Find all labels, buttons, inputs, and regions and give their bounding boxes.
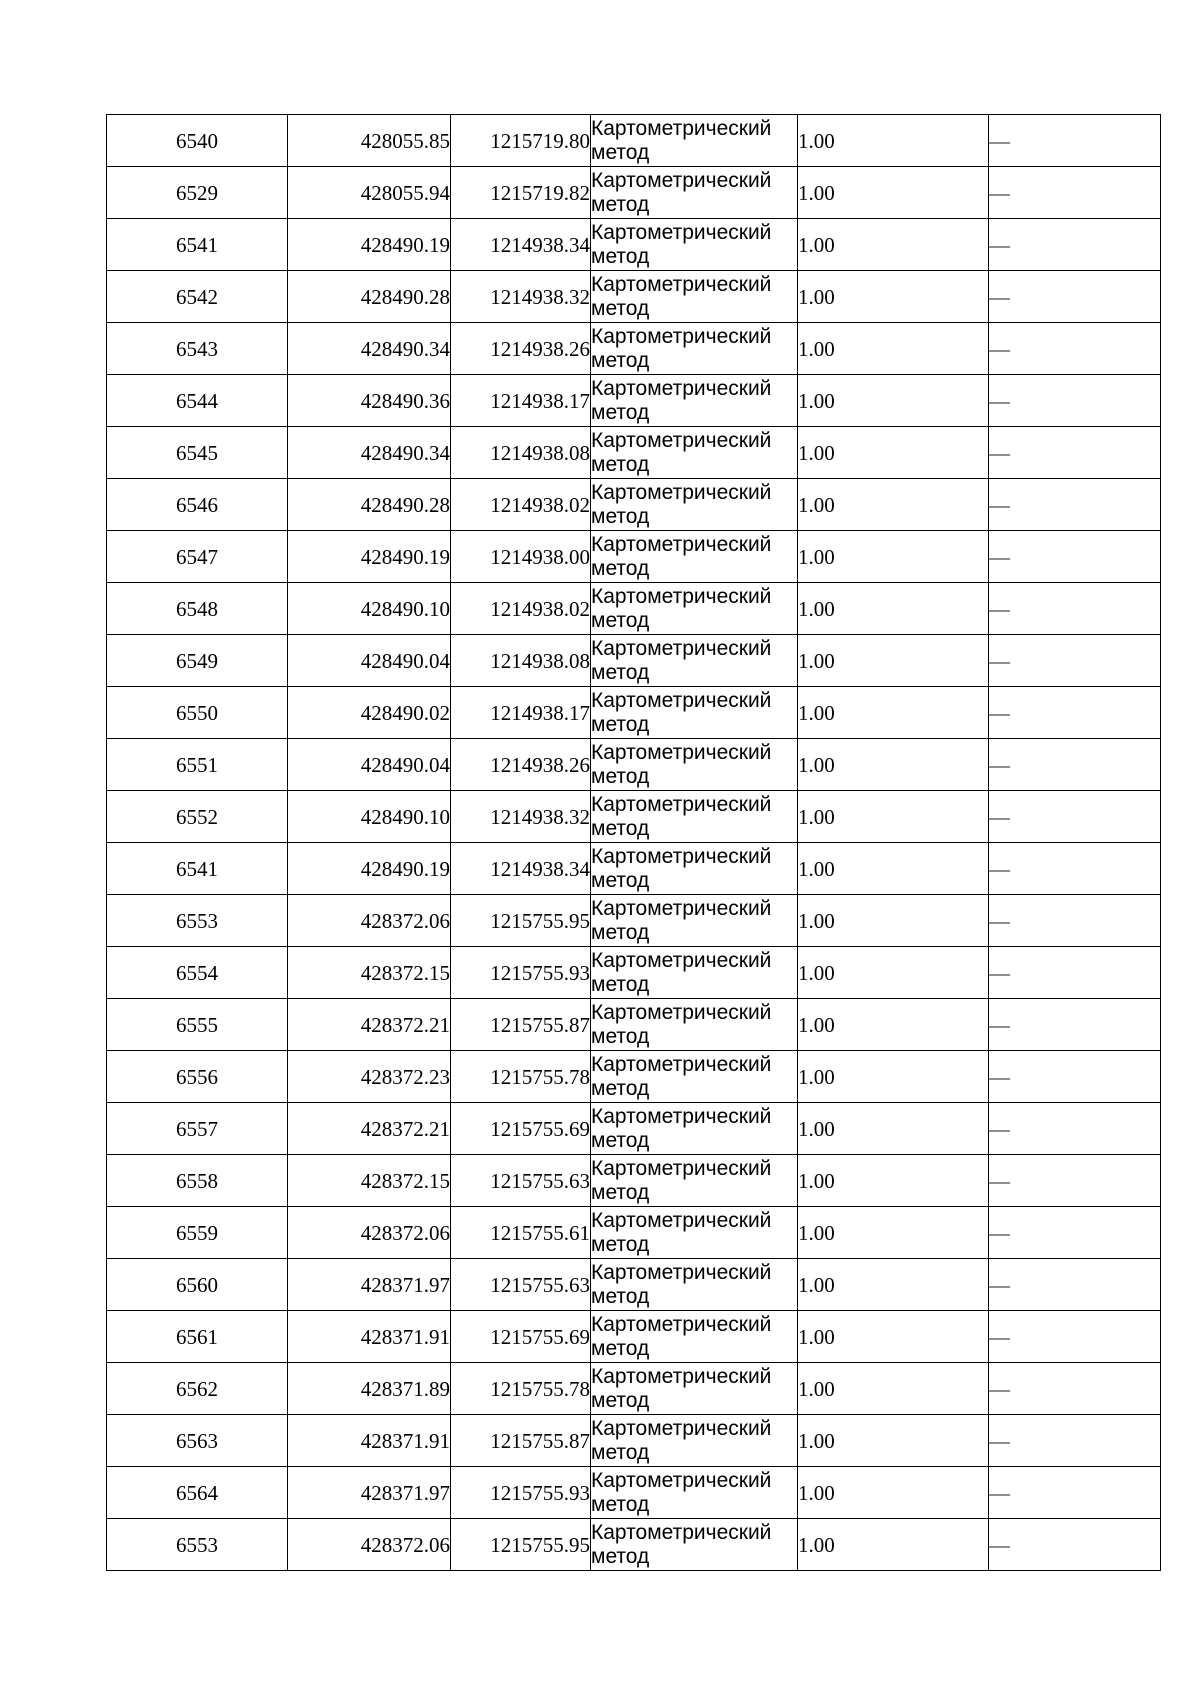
method-text-line2: метод (591, 1336, 650, 1360)
description-cell: — (989, 635, 1161, 687)
method-text-line2: метод (591, 1128, 650, 1152)
description-cell: — (989, 219, 1161, 271)
x-coordinate-cell: 428055.85 (288, 115, 451, 167)
method-text-line1: Картометрический (591, 792, 772, 816)
method-cell (591, 1467, 798, 1519)
table-row (107, 531, 1161, 583)
description-cell: — (989, 687, 1161, 739)
method-cell (591, 1415, 798, 1467)
point-number-cell: 6545 (107, 427, 288, 479)
method-text-line1: Картометрический (591, 272, 772, 296)
table-row (107, 1415, 1161, 1467)
method-text-line2: метод (591, 764, 650, 788)
table-row (107, 167, 1161, 219)
method-text-line1: Картометрический (591, 376, 772, 400)
method-text-line2: метод (591, 1388, 650, 1412)
accuracy-cell: 1.00 (798, 843, 989, 895)
table-row (107, 635, 1161, 687)
point-number-cell: 6564 (107, 1467, 288, 1519)
accuracy-cell: 1.00 (798, 271, 989, 323)
method-text-line2: метод (591, 192, 650, 216)
description-cell: — (989, 1103, 1161, 1155)
method-text-line1: Картометрический (591, 1156, 772, 1180)
accuracy-cell: 1.00 (798, 739, 989, 791)
point-number-cell: 6560 (107, 1259, 288, 1311)
table-row (107, 895, 1161, 947)
description-cell: — (989, 1415, 1161, 1467)
description-cell: — (989, 739, 1161, 791)
accuracy-cell: 1.00 (798, 1155, 989, 1207)
method-cell (591, 1155, 798, 1207)
method-cell (591, 947, 798, 999)
method-text-line1: Картометрический (591, 1520, 772, 1544)
description-cell: — (989, 947, 1161, 999)
point-number-cell: 6556 (107, 1051, 288, 1103)
method-text-line2: метод (591, 1076, 650, 1100)
x-coordinate-cell: 428372.23 (288, 1051, 451, 1103)
description-cell: — (989, 1051, 1161, 1103)
method-text-line2: метод (591, 140, 650, 164)
table-row (107, 115, 1161, 167)
method-text-line1: Картометрический (591, 1468, 772, 1492)
accuracy-cell: 1.00 (798, 167, 989, 219)
method-text-line2: метод (591, 244, 650, 268)
table-row (107, 219, 1161, 271)
description-cell: — (989, 895, 1161, 947)
x-coordinate-cell: 428372.06 (288, 1207, 451, 1259)
y-coordinate-cell: 1214938.02 (451, 479, 591, 531)
point-number-cell: 6547 (107, 531, 288, 583)
x-coordinate-cell: 428372.15 (288, 1155, 451, 1207)
method-cell (591, 895, 798, 947)
point-number-cell: 6550 (107, 687, 288, 739)
y-coordinate-cell: 1214938.17 (451, 375, 591, 427)
table-row (107, 1207, 1161, 1259)
method-text-line2: метод (591, 920, 650, 944)
y-coordinate-cell: 1214938.02 (451, 583, 591, 635)
description-cell: — (989, 1155, 1161, 1207)
accuracy-cell: 1.00 (798, 1519, 989, 1571)
accuracy-cell: 1.00 (798, 323, 989, 375)
method-text-line2: метод (591, 868, 650, 892)
table-row (107, 947, 1161, 999)
method-text-line2: метод (591, 712, 650, 736)
method-text-line2: метод (591, 816, 650, 840)
x-coordinate-cell: 428490.02 (288, 687, 451, 739)
y-coordinate-cell: 1214938.08 (451, 635, 591, 687)
point-number-cell: 6541 (107, 843, 288, 895)
point-number-cell: 6559 (107, 1207, 288, 1259)
accuracy-cell: 1.00 (798, 687, 989, 739)
y-coordinate-cell: 1215755.87 (451, 999, 591, 1051)
method-text-line2: метод (591, 1180, 650, 1204)
point-number-cell: 6555 (107, 999, 288, 1051)
table-row (107, 1519, 1161, 1571)
method-cell (591, 531, 798, 583)
description-cell: — (989, 1311, 1161, 1363)
description-cell: — (989, 1363, 1161, 1415)
y-coordinate-cell: 1215755.78 (451, 1363, 591, 1415)
method-text-line1: Картометрический (591, 480, 772, 504)
method-cell (591, 115, 798, 167)
method-text-line1: Картометрический (591, 584, 772, 608)
point-number-cell: 6562 (107, 1363, 288, 1415)
method-cell (591, 1103, 798, 1155)
x-coordinate-cell: 428371.97 (288, 1467, 451, 1519)
description-cell: — (989, 167, 1161, 219)
method-cell (591, 1519, 798, 1571)
point-number-cell: 6552 (107, 791, 288, 843)
method-text-line2: метод (591, 1492, 650, 1516)
point-number-cell: 6544 (107, 375, 288, 427)
point-number-cell: 6561 (107, 1311, 288, 1363)
point-number-cell: 6542 (107, 271, 288, 323)
table-row (107, 687, 1161, 739)
method-text-line1: Картометрический (591, 636, 772, 660)
table-row (107, 1051, 1161, 1103)
point-number-cell: 6551 (107, 739, 288, 791)
method-cell (591, 843, 798, 895)
method-text-line1: Картометрический (591, 1104, 772, 1128)
y-coordinate-cell: 1215719.80 (451, 115, 591, 167)
x-coordinate-cell: 428372.21 (288, 999, 451, 1051)
method-cell (591, 1363, 798, 1415)
y-coordinate-cell: 1215755.69 (451, 1103, 591, 1155)
x-coordinate-cell: 428490.34 (288, 427, 451, 479)
method-text-line1: Картометрический (591, 1364, 772, 1388)
accuracy-cell: 1.00 (798, 1467, 989, 1519)
method-text-line1: Картометрический (591, 688, 772, 712)
x-coordinate-cell: 428490.10 (288, 583, 451, 635)
y-coordinate-cell: 1215755.69 (451, 1311, 591, 1363)
point-number-cell: 6546 (107, 479, 288, 531)
method-text-line1: Картометрический (591, 220, 772, 244)
description-cell: — (989, 427, 1161, 479)
accuracy-cell: 1.00 (798, 1363, 989, 1415)
method-cell (591, 167, 798, 219)
point-number-cell: 6557 (107, 1103, 288, 1155)
point-number-cell: 6543 (107, 323, 288, 375)
method-text-line2: метод (591, 1440, 650, 1464)
table-row (107, 323, 1161, 375)
method-text-line2: метод (591, 1232, 650, 1256)
x-coordinate-cell: 428490.36 (288, 375, 451, 427)
method-text-line2: метод (591, 400, 650, 424)
x-coordinate-cell: 428371.91 (288, 1311, 451, 1363)
point-number-cell: 6540 (107, 115, 288, 167)
x-coordinate-cell: 428371.91 (288, 1415, 451, 1467)
method-text-line1: Картометрический (591, 428, 772, 452)
table-row (107, 375, 1161, 427)
y-coordinate-cell: 1214938.17 (451, 687, 591, 739)
method-cell (591, 219, 798, 271)
point-number-cell: 6553 (107, 895, 288, 947)
y-coordinate-cell: 1215755.61 (451, 1207, 591, 1259)
y-coordinate-cell: 1215755.95 (451, 1519, 591, 1571)
y-coordinate-cell: 1214938.08 (451, 427, 591, 479)
x-coordinate-cell: 428490.34 (288, 323, 451, 375)
method-text-line2: метод (591, 452, 650, 476)
method-cell (591, 583, 798, 635)
description-cell: — (989, 1259, 1161, 1311)
x-coordinate-cell: 428372.21 (288, 1103, 451, 1155)
method-text-line1: Картометрический (591, 1312, 772, 1336)
description-cell: — (989, 1207, 1161, 1259)
method-text-line2: метод (591, 1024, 650, 1048)
description-cell: — (989, 115, 1161, 167)
point-number-cell: 6563 (107, 1415, 288, 1467)
method-cell (591, 1259, 798, 1311)
y-coordinate-cell: 1215755.63 (451, 1259, 591, 1311)
method-cell (591, 375, 798, 427)
method-cell (591, 323, 798, 375)
y-coordinate-cell: 1215755.95 (451, 895, 591, 947)
method-text-line1: Картометрический (591, 324, 772, 348)
table-row (107, 1155, 1161, 1207)
accuracy-cell: 1.00 (798, 375, 989, 427)
table-row (107, 791, 1161, 843)
method-text-line1: Картометрический (591, 740, 772, 764)
method-cell (591, 687, 798, 739)
point-number-cell: 6541 (107, 219, 288, 271)
method-text-line2: метод (591, 972, 650, 996)
method-text-line1: Картометрический (591, 896, 772, 920)
method-cell (591, 1051, 798, 1103)
description-cell: — (989, 479, 1161, 531)
table-row (107, 1311, 1161, 1363)
accuracy-cell: 1.00 (798, 1415, 989, 1467)
y-coordinate-cell: 1214938.34 (451, 219, 591, 271)
y-coordinate-cell: 1215755.93 (451, 1467, 591, 1519)
method-cell (591, 791, 798, 843)
description-cell: — (989, 1519, 1161, 1571)
x-coordinate-cell: 428372.06 (288, 895, 451, 947)
y-coordinate-cell: 1215719.82 (451, 167, 591, 219)
x-coordinate-cell: 428490.04 (288, 635, 451, 687)
accuracy-cell: 1.00 (798, 1259, 989, 1311)
accuracy-cell: 1.00 (798, 115, 989, 167)
x-coordinate-cell: 428372.15 (288, 947, 451, 999)
accuracy-cell: 1.00 (798, 427, 989, 479)
method-text-line1: Картометрический (591, 532, 772, 556)
coordinates-table (106, 114, 1161, 1571)
accuracy-cell: 1.00 (798, 1103, 989, 1155)
y-coordinate-cell: 1215755.63 (451, 1155, 591, 1207)
accuracy-cell: 1.00 (798, 1311, 989, 1363)
x-coordinate-cell: 428490.04 (288, 739, 451, 791)
x-coordinate-cell: 428371.97 (288, 1259, 451, 1311)
table-body (107, 115, 1161, 1571)
y-coordinate-cell: 1214938.26 (451, 739, 591, 791)
description-cell: — (989, 583, 1161, 635)
y-coordinate-cell: 1215755.93 (451, 947, 591, 999)
accuracy-cell: 1.00 (798, 531, 989, 583)
point-number-cell: 6554 (107, 947, 288, 999)
table-row (107, 1103, 1161, 1155)
y-coordinate-cell: 1214938.26 (451, 323, 591, 375)
accuracy-cell: 1.00 (798, 791, 989, 843)
point-number-cell: 6548 (107, 583, 288, 635)
description-cell: — (989, 271, 1161, 323)
method-text-line1: Картометрический (591, 1416, 772, 1440)
method-text-line1: Картометрический (591, 1208, 772, 1232)
accuracy-cell: 1.00 (798, 635, 989, 687)
method-text-line1: Картометрический (591, 116, 772, 140)
y-coordinate-cell: 1215755.87 (451, 1415, 591, 1467)
description-cell: — (989, 531, 1161, 583)
method-text-line1: Картометрический (591, 1052, 772, 1076)
accuracy-cell: 1.00 (798, 1051, 989, 1103)
method-cell (591, 1207, 798, 1259)
description-cell: — (989, 999, 1161, 1051)
y-coordinate-cell: 1214938.34 (451, 843, 591, 895)
x-coordinate-cell: 428371.89 (288, 1363, 451, 1415)
table-row (107, 1259, 1161, 1311)
method-cell (591, 739, 798, 791)
table-row (107, 427, 1161, 479)
table-row (107, 843, 1161, 895)
method-text-line2: метод (591, 348, 650, 372)
table-row (107, 271, 1161, 323)
description-cell: — (989, 375, 1161, 427)
method-text-line2: метод (591, 1544, 650, 1568)
accuracy-cell: 1.00 (798, 895, 989, 947)
x-coordinate-cell: 428490.28 (288, 479, 451, 531)
description-cell: — (989, 843, 1161, 895)
description-cell: — (989, 323, 1161, 375)
table-row (107, 583, 1161, 635)
method-text-line2: метод (591, 556, 650, 580)
x-coordinate-cell: 428372.06 (288, 1519, 451, 1571)
method-text-line1: Картометрический (591, 168, 772, 192)
x-coordinate-cell: 428490.28 (288, 271, 451, 323)
method-text-line2: метод (591, 1284, 650, 1308)
x-coordinate-cell: 428490.10 (288, 791, 451, 843)
accuracy-cell: 1.00 (798, 583, 989, 635)
y-coordinate-cell: 1214938.32 (451, 791, 591, 843)
accuracy-cell: 1.00 (798, 1207, 989, 1259)
table-row (107, 1363, 1161, 1415)
x-coordinate-cell: 428490.19 (288, 219, 451, 271)
accuracy-cell: 1.00 (798, 999, 989, 1051)
accuracy-cell: 1.00 (798, 479, 989, 531)
point-number-cell: 6529 (107, 167, 288, 219)
table-row (107, 479, 1161, 531)
method-text-line2: метод (591, 608, 650, 632)
table-row (107, 999, 1161, 1051)
x-coordinate-cell: 428055.94 (288, 167, 451, 219)
accuracy-cell: 1.00 (798, 947, 989, 999)
point-number-cell: 6553 (107, 1519, 288, 1571)
method-cell (591, 999, 798, 1051)
table-row (107, 739, 1161, 791)
method-text-line2: метод (591, 296, 650, 320)
method-cell (591, 479, 798, 531)
method-text-line1: Картометрический (591, 1000, 772, 1024)
y-coordinate-cell: 1215755.78 (451, 1051, 591, 1103)
accuracy-cell: 1.00 (798, 219, 989, 271)
method-cell (591, 427, 798, 479)
method-text-line1: Картометрический (591, 1260, 772, 1284)
y-coordinate-cell: 1214938.32 (451, 271, 591, 323)
method-cell (591, 1311, 798, 1363)
point-number-cell: 6558 (107, 1155, 288, 1207)
method-cell (591, 635, 798, 687)
table-row (107, 1467, 1161, 1519)
x-coordinate-cell: 428490.19 (288, 531, 451, 583)
point-number-cell: 6549 (107, 635, 288, 687)
description-cell: — (989, 1467, 1161, 1519)
method-text-line1: Картометрический (591, 844, 772, 868)
x-coordinate-cell: 428490.19 (288, 843, 451, 895)
method-text-line2: метод (591, 660, 650, 684)
description-cell: — (989, 791, 1161, 843)
method-text-line2: метод (591, 504, 650, 528)
y-coordinate-cell: 1214938.00 (451, 531, 591, 583)
method-cell (591, 271, 798, 323)
method-text-line1: Картометрический (591, 948, 772, 972)
